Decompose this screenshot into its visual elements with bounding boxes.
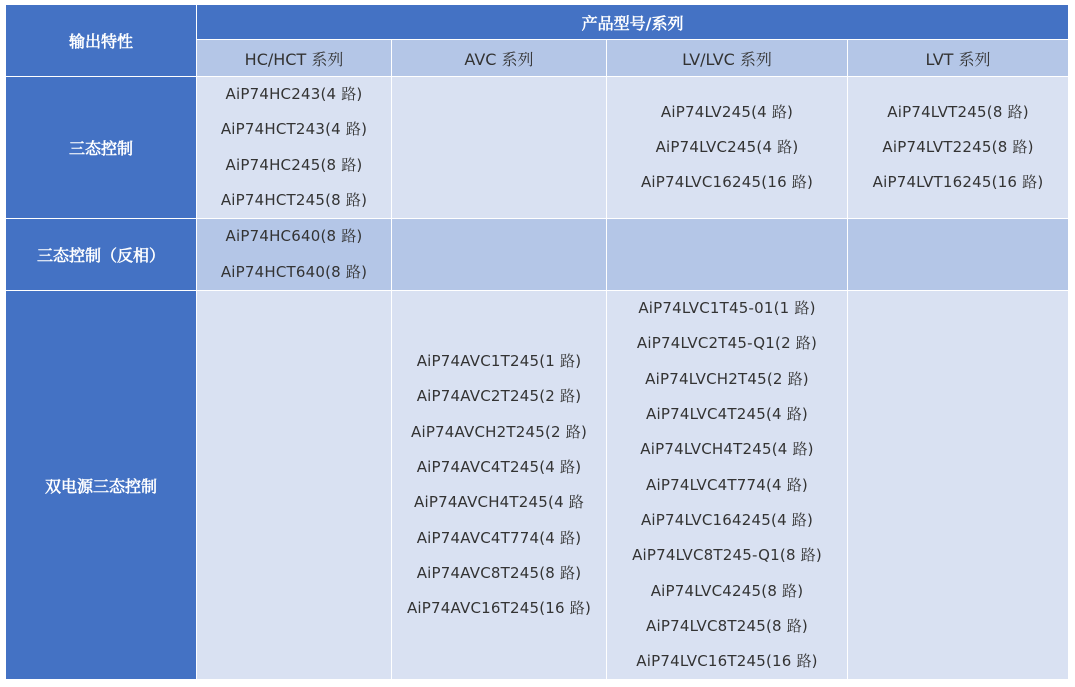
cell-inverted-avc <box>392 219 607 291</box>
part-number: AiP74HC245(8 路) <box>225 155 363 174</box>
part-number: AiP74LVC2T45-Q1(2 路) <box>636 334 818 353</box>
column-header-lv-lvc: LV/LVC 系列 <box>607 40 848 77</box>
part-number: AiP74HC243(4 路) <box>225 85 363 103</box>
part-number: AiP74LVC4T245(4 路) <box>646 405 808 424</box>
part-number: AiP74AVC16T245(16 路) <box>406 599 592 618</box>
part-number: AiP74LVT245(8 路) <box>887 102 1029 121</box>
cell-tristate-lvt <box>848 77 1069 219</box>
cell-tristate-avc <box>392 77 607 219</box>
table-row <box>6 219 1069 291</box>
part-number: AiP74LVC4T774(4 路) <box>646 475 808 494</box>
part-number: AiP74LV245(4 路) <box>660 102 794 121</box>
part-number: AiP74LVC16245(16 路) <box>640 173 814 192</box>
part-number: AiP74LVC4245(8 路) <box>650 581 804 600</box>
cell-dual-hc-hct <box>197 291 392 680</box>
cell-dual-avc <box>392 291 607 680</box>
row-label-tristate: 三态控制 <box>6 77 197 219</box>
part-number: AiP74LVC8T245(8 路) <box>646 616 808 635</box>
part-number: AiP74LVC245(4 路) <box>655 137 799 156</box>
part-number: AiP74LVCH4T245(4 路) <box>640 440 814 459</box>
cell-dual-lvt <box>848 291 1069 680</box>
group-label-header: 产品型号/系列 <box>197 5 1069 40</box>
row-label-tristate-inverted: 三态控制（反相） <box>6 219 197 291</box>
column-header-lvt: LVT 系列 <box>848 40 1069 77</box>
part-number: AiP74LVCH2T45(2 路) <box>645 369 809 388</box>
cell-inverted-lv-lvc <box>607 219 848 291</box>
part-number: AiP74HC640(8 路) <box>225 227 363 246</box>
part-number: AiP74AVC2T245(2 路) <box>416 387 582 406</box>
part-number: AiP74AVCH2T245(2 路) <box>410 422 588 441</box>
column-header-avc: AVC 系列 <box>392 40 607 77</box>
part-number: AiP74AVCH4T245(4 路 <box>414 493 584 512</box>
table-row <box>6 77 1069 219</box>
cell-tristate-lv-lvc <box>607 77 848 219</box>
part-number: AiP74LVT2245(8 路) <box>882 137 1034 156</box>
cell-dual-lv-lvc <box>607 291 848 680</box>
table-row <box>6 291 1069 680</box>
row-label-dual-supply: 双电源三态控制 <box>6 291 197 680</box>
part-number: AiP74LVT16245(16 路) <box>872 173 1044 192</box>
part-number: AiP74AVC4T774(4 路) <box>416 528 582 547</box>
part-number: AiP74HCT640(8 路) <box>220 262 368 281</box>
cell-inverted-lvt <box>848 219 1069 291</box>
part-number: AiP74LVC1T45-01(1 路) <box>638 299 816 318</box>
row-label-header: 输出特性 <box>6 5 197 77</box>
cell-tristate-hc-hct <box>197 77 392 219</box>
cell-inverted-hc-hct <box>197 219 392 291</box>
part-number: AiP74AVC4T245(4 路) <box>416 458 582 477</box>
part-number: AiP74LVC164245(4 路) <box>640 510 814 529</box>
product-table-container <box>5 4 1069 680</box>
part-number: AiP74HCT245(8 路) <box>220 190 368 209</box>
part-number: AiP74AVC1T245(1 路) <box>416 352 582 371</box>
part-number: AiP74LVC16T245(16 路) <box>636 652 818 671</box>
part-number: AiP74AVC8T245(8 路) <box>416 563 582 582</box>
product-series-table <box>5 4 1069 680</box>
header-row-top <box>6 5 1069 40</box>
part-number: AiP74HCT243(4 路) <box>220 120 368 139</box>
column-header-hc-hct: HC/HCT 系列 <box>197 40 392 77</box>
part-number: AiP74LVC8T245-Q1(8 路) <box>632 546 822 565</box>
